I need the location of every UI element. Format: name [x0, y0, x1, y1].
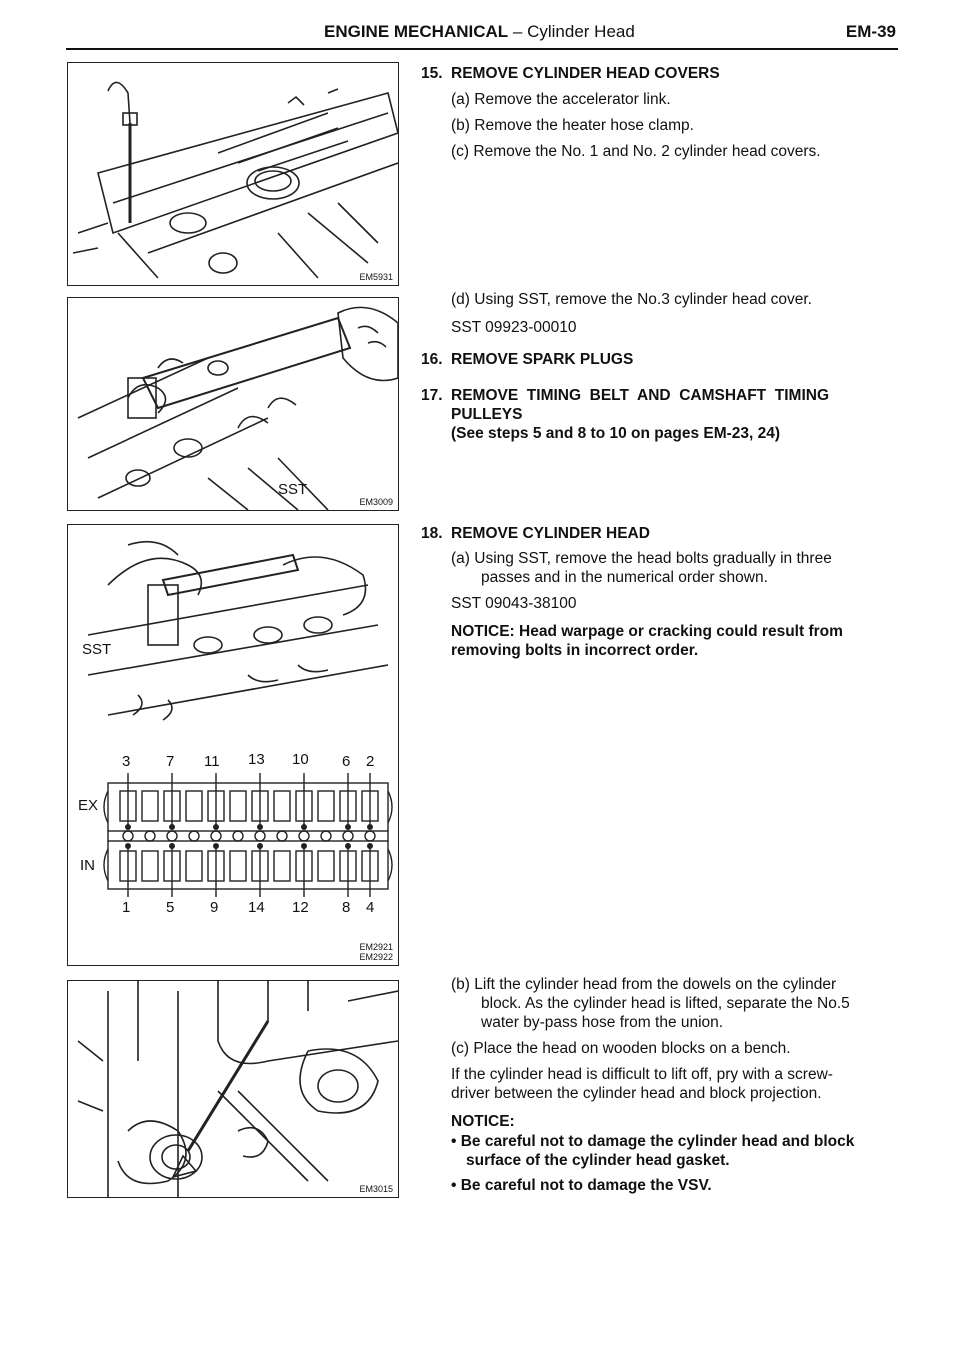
- bolt-number: 10: [292, 751, 309, 768]
- bolt-number: 12: [292, 899, 309, 916]
- figure-code: EM3015: [359, 1184, 393, 1195]
- step-18b-line3: water by-pass hose from the union.: [481, 1014, 724, 1031]
- step-17-heading: [421, 386, 829, 405]
- step-17-title-line2: PULLEYS: [451, 406, 523, 423]
- step-title: REMOVE SPARK PLUGS: [451, 351, 634, 368]
- bolt-number: 8: [342, 899, 351, 916]
- step-15-sst: SST 09923-00010: [451, 319, 577, 336]
- step-18b-line2: block. As the cylinder head is lifted, separate the No.5: [481, 995, 850, 1012]
- step-18a-line1: (a) Using SST, remove the head bolts gradually in three: [451, 550, 832, 567]
- step-15d: (d) Using SST, remove the No.3 cylinder head cover.: [451, 291, 812, 308]
- bolt-number: 14: [248, 899, 265, 916]
- figure-code: EM5931: [359, 272, 393, 283]
- bolt-number: 9: [210, 899, 219, 916]
- bolt-number: 6: [342, 753, 351, 770]
- page-number: EM-39: [845, 22, 896, 41]
- sst-wrench-illustration: [68, 298, 398, 510]
- bolt-number: 7: [166, 753, 175, 770]
- step-18-notice-title: NOTICE:: [451, 1113, 515, 1130]
- step-18-paragraph-line2: driver between the cylinder head and block projection.: [451, 1085, 822, 1102]
- subsection-title: – Cylinder Head: [512, 22, 635, 41]
- step-number: 17.: [421, 387, 443, 404]
- cylinder-head-cover-illustration: [68, 63, 398, 285]
- step-18-heading: [421, 524, 650, 543]
- cylinder-head-lift-illustration: [68, 981, 398, 1197]
- bolt-number: 13: [248, 751, 265, 768]
- figure-code-line: EM2921: [359, 942, 393, 953]
- figure-code: [357, 943, 395, 963]
- step-number: 15.: [421, 65, 443, 82]
- step-18-notice-line2: removing bolts in incorrect order.: [451, 642, 699, 659]
- exhaust-label: EX: [78, 797, 99, 814]
- step-18c: (c) Place the head on wooden blocks on a bench.: [451, 1040, 791, 1057]
- step-title: REMOVE CYLINDER HEAD COVERS: [451, 65, 720, 82]
- step-18-paragraph-line1: If the cylinder head is difficult to lift off, pry with a screw-: [451, 1066, 833, 1083]
- step-18-notice-line1: NOTICE: Head warpage or cracking could result from: [451, 623, 843, 640]
- bolt-number: 1: [122, 899, 131, 916]
- figure-code-line: EM2922: [359, 952, 393, 963]
- step-15-heading: [421, 64, 720, 83]
- step-18-bullet1-line1: • Be careful not to damage the cylinder head and block: [451, 1133, 855, 1150]
- bolt-number: 3: [122, 753, 131, 770]
- step-18-sst: SST 09043-38100: [451, 595, 577, 612]
- page-title: [324, 22, 635, 42]
- step-15b: (b) Remove the heater hose clamp.: [451, 117, 694, 134]
- intake-label: IN: [80, 857, 95, 874]
- step-18a-line2: passes and in the numerical order shown.: [481, 569, 768, 586]
- figure-lift-cylinder-head: [67, 980, 399, 1198]
- step-number: 18.: [421, 525, 443, 542]
- bolt-sequence-diagram: [104, 773, 392, 897]
- step-title: REMOVE TIMING BELT AND CAMSHAFT TIMING: [451, 387, 830, 404]
- step-18-bullet2: • Be careful not to damage the VSV.: [451, 1177, 712, 1194]
- step-15a: (a) Remove the accelerator link.: [451, 91, 671, 108]
- step-15c: (c) Remove the No. 1 and No. 2 cylinder head covers.: [451, 143, 821, 160]
- page-header: [66, 22, 898, 50]
- step-18b-line1: (b) Lift the cylinder head from the dowels on the cylinder: [451, 976, 837, 993]
- step-number: 16.: [421, 351, 443, 368]
- figure-head-bolt-sequence: [67, 524, 399, 966]
- figure-sst-head-cover: [67, 297, 399, 511]
- step-16-heading: [421, 350, 633, 369]
- step-18-bullet1-line2: surface of the cylinder head gasket.: [466, 1152, 730, 1169]
- figure-code: EM3009: [359, 497, 393, 508]
- step-17-reference: (See steps 5 and 8 to 10 on pages EM-23, 24): [451, 425, 781, 442]
- section-title: ENGINE MECHANICAL: [324, 22, 509, 41]
- bolt-number: 2: [366, 753, 375, 770]
- sst-label: SST: [82, 641, 112, 658]
- step-title: REMOVE CYLINDER HEAD: [451, 525, 650, 542]
- bolt-number: 4: [366, 899, 375, 916]
- bolt-number: 5: [166, 899, 175, 916]
- sst-label: SST: [278, 481, 308, 498]
- bolt-number: 11: [204, 753, 220, 770]
- figure-cylinder-head-covers: [67, 62, 399, 286]
